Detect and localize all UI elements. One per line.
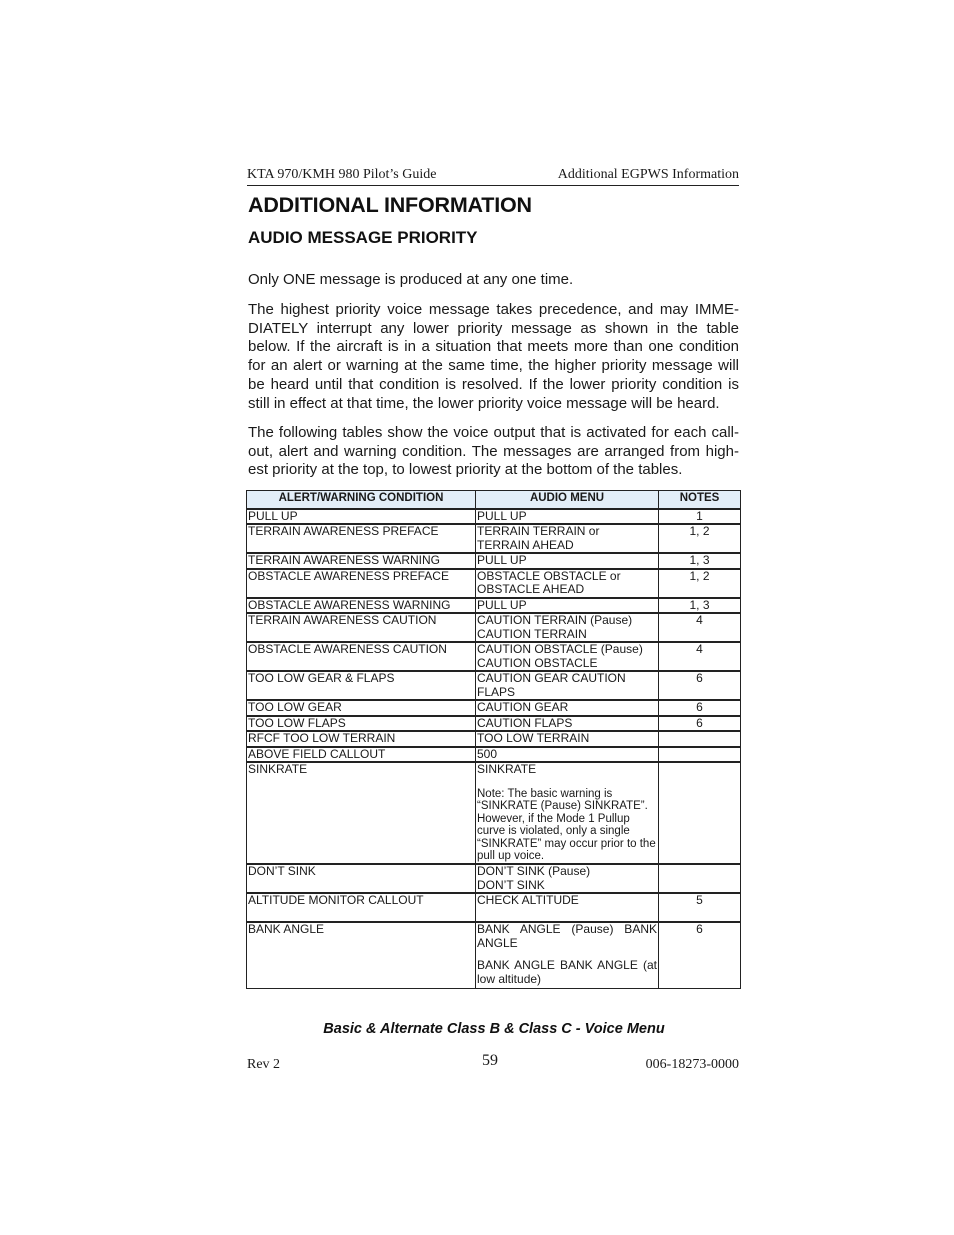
- condition-cell: ALTITUDE MONITOR CALLOUT: [247, 893, 476, 922]
- header-section-title: Additional EGPWS Information: [557, 167, 739, 182]
- condition-cell: TERRAIN AWARENESS CAUTION: [247, 613, 476, 642]
- audio-cell: TOO LOW TERRAIN: [476, 731, 659, 747]
- condition-cell: TERRAIN AWARENESS WARNING: [247, 553, 476, 569]
- table-row: [247, 922, 741, 988]
- audio-cell: CHECK ALTITUDE: [476, 893, 659, 922]
- audio-cell: CAUTION GEAR: [476, 700, 659, 716]
- condition-cell: SINKRATE: [247, 762, 476, 864]
- paragraph-3: The following tables show the voice output that is activated for each call-out, alert and warning condition. The messages are arranged from high-est priority at the top, to lowest priority at the bottom of the tables.: [248, 424, 739, 479]
- audio-cell: SINKRATE Note: The basic warning is “SINKRATE (Pause) SINKRATE”. However, if the Mode 1 Pullup curve is violated, only a single “SINKRATE” may occur prior to the pull up voice.: [476, 762, 659, 864]
- condition-cell: TERRAIN AWARENESS PREFACE: [247, 524, 476, 553]
- column-header-condition: ALERT/WARNING CONDITION: [247, 491, 476, 509]
- condition-cell: BANK ANGLE: [247, 922, 476, 988]
- notes-cell: 1, 3: [659, 553, 741, 569]
- voice-menu-table: [246, 490, 741, 989]
- condition-cell: DON’T SINK: [247, 864, 476, 893]
- table-row: [247, 762, 741, 864]
- audio-cell: TERRAIN TERRAIN or TERRAIN AHEAD: [476, 524, 659, 553]
- notes-cell: [659, 864, 741, 893]
- audio-cell: 500: [476, 747, 659, 763]
- page-title: ADDITIONAL INFORMATION: [248, 193, 532, 217]
- condition-cell: OBSTACLE AWARENESS CAUTION: [247, 642, 476, 671]
- audio-cell: PULL UP: [476, 598, 659, 614]
- notes-cell: 1, 2: [659, 569, 741, 598]
- table-row: [247, 613, 741, 642]
- paragraph-1: Only ONE message is produced at any one time.: [248, 271, 574, 288]
- audio-cell: DON’T SINK (Pause) DON’T SINK: [476, 864, 659, 893]
- table-header-row: [247, 491, 741, 509]
- table-row: [247, 642, 741, 671]
- audio-cell: PULL UP: [476, 509, 659, 525]
- audio-cell: CAUTION FLAPS: [476, 716, 659, 732]
- audio-cell: PULL UP: [476, 553, 659, 569]
- table-caption: Basic & Alternate Class B & Class C - Voice Menu: [323, 1021, 665, 1037]
- table-row: [247, 509, 741, 525]
- audio-cell: CAUTION GEAR CAUTION FLAPS: [476, 671, 659, 700]
- notes-cell: 1, 3: [659, 598, 741, 614]
- paragraph-2: The highest priority voice message takes precedence, and may IMME-DIATELY interrupt any lower priority message as shown in the table below. If the aircraft is in a situation that meets more than one condition for an alert or warning at the same time, the higher priority message will be heard until that condition is resolved. If the lower priority condition is still in effect at that time, the lower priority voice message will be heard.: [248, 301, 739, 412]
- table-row: [247, 524, 741, 553]
- bank-angle-low-altitude: BANK ANGLE BANK ANGLE (at low altitude): [477, 958, 657, 986]
- table-body: [247, 509, 741, 989]
- table-row: [247, 893, 741, 922]
- column-header-audio: AUDIO MENU: [476, 491, 659, 509]
- table-row: [247, 569, 741, 598]
- audio-cell: OBSTACLE OBSTACLE or OBSTACLE AHEAD: [476, 569, 659, 598]
- audio-cell: CAUTION TERRAIN (Pause) CAUTION TERRAIN: [476, 613, 659, 642]
- footer-revision: Rev 2: [247, 1057, 281, 1072]
- table-row: [247, 700, 741, 716]
- condition-cell: OBSTACLE AWARENESS WARNING: [247, 598, 476, 614]
- header-manual-title: KTA 970/KMH 980 Pilot’s Guide: [247, 167, 437, 182]
- notes-cell: 1: [659, 509, 741, 525]
- condition-cell: RFCF TOO LOW TERRAIN: [247, 731, 476, 747]
- notes-cell: [659, 731, 741, 747]
- condition-cell: TOO LOW GEAR & FLAPS: [247, 671, 476, 700]
- audio-cell: CAUTION OBSTACLE (Pause) CAUTION OBSTACLE: [476, 642, 659, 671]
- notes-cell: [659, 747, 741, 763]
- table-row: [247, 716, 741, 732]
- running-header: [247, 166, 739, 186]
- section-subtitle: AUDIO MESSAGE PRIORITY: [248, 228, 478, 247]
- notes-cell: 1, 2: [659, 524, 741, 553]
- notes-cell: 4: [659, 613, 741, 642]
- notes-cell: 6: [659, 671, 741, 700]
- page-number: 59: [482, 1052, 498, 1069]
- table-row: [247, 553, 741, 569]
- column-header-notes: NOTES: [659, 491, 741, 509]
- condition-cell: TOO LOW GEAR: [247, 700, 476, 716]
- table-row: [247, 598, 741, 614]
- notes-cell: 6: [659, 716, 741, 732]
- table-row: [247, 671, 741, 700]
- condition-cell: TOO LOW FLAPS: [247, 716, 476, 732]
- audio-cell: BANK ANGLE (Pause) BANK ANGLE BANK ANGLE BANK ANGLE (at low altitude): [476, 922, 659, 988]
- notes-cell: 6: [659, 700, 741, 716]
- table-row: [247, 731, 741, 747]
- notes-cell: 6: [659, 922, 741, 988]
- table-row: [247, 747, 741, 763]
- condition-cell: OBSTACLE AWARENESS PREFACE: [247, 569, 476, 598]
- sinkrate-note: Note: The basic warning is “SINKRATE (Pause) SINKRATE”. However, if the Mode 1 Pullup curve is violated, only a single “SINKRATE” may occur prior to the pull up voice.: [477, 787, 656, 862]
- notes-cell: 4: [659, 642, 741, 671]
- condition-cell: PULL UP: [247, 509, 476, 525]
- notes-cell: 5: [659, 893, 741, 922]
- footer-part-number: 006-18273-0000: [645, 1057, 739, 1072]
- table-row: [247, 864, 741, 893]
- notes-cell: [659, 762, 741, 864]
- condition-cell: ABOVE FIELD CALLOUT: [247, 747, 476, 763]
